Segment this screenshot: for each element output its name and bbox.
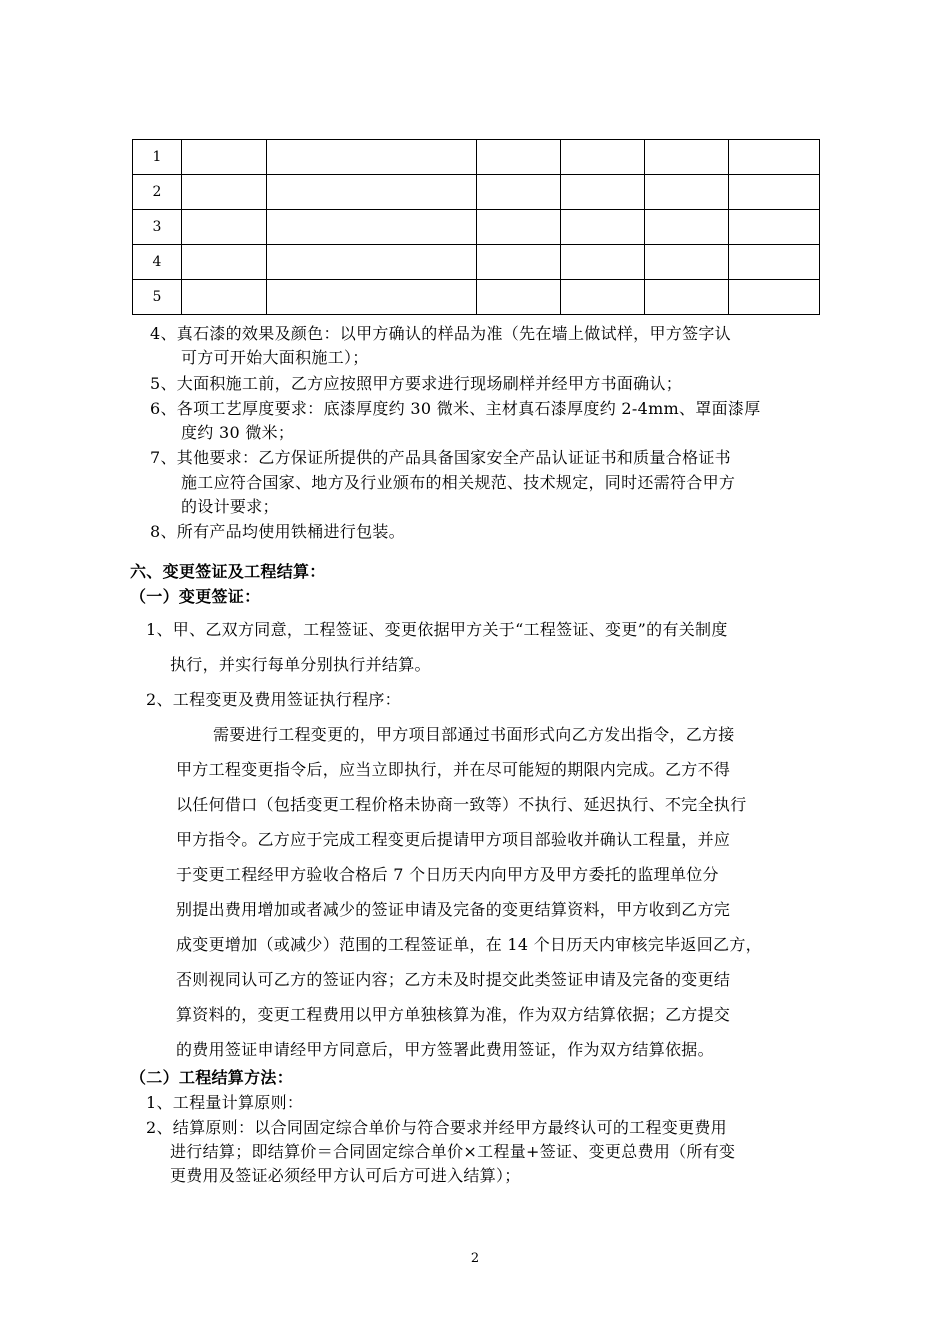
table-cell — [645, 210, 729, 245]
settlement-item-2-line-1: 2、结算原则：以合同固定综合单价与符合要求并经甲方最终认可的工程变更费用 — [146, 1118, 727, 1137]
item-4-line-2: 可方可开始大面积施工）； — [181, 348, 369, 367]
table-row — [133, 210, 820, 245]
table-cell — [729, 245, 820, 280]
table-cell — [182, 245, 267, 280]
procedure-paragraph-line: 需要进行工程变更的，甲方项目部通过书面形式向乙方发出指令，乙方接 — [213, 725, 735, 744]
table-cell — [645, 175, 729, 210]
row-number: 3 — [133, 210, 182, 245]
table-cell — [182, 280, 267, 315]
change-item-2: 2、工程变更及费用签证执行程序： — [146, 690, 401, 709]
table-row — [133, 140, 820, 175]
subsection-change-visa-heading: （一）变更签证： — [130, 587, 261, 606]
row-number: 2 — [133, 175, 182, 210]
settlement-item-1: 1、工程量计算原则： — [146, 1093, 304, 1112]
procedure-paragraph-line: 的费用签证申请经甲方同意后，甲方签署此费用签证，作为双方结算依据。 — [176, 1040, 714, 1059]
table-cell — [267, 140, 477, 175]
item-4-line-1: 4、真石漆的效果及颜色：以甲方确认的样品为准（先在墙上做试样，甲方签字认 — [150, 324, 731, 343]
procedure-paragraph-line: 以任何借口（包括变更工程价格未协商一致等）不执行、延迟执行、不完全执行 — [176, 795, 747, 814]
table-cell — [267, 280, 477, 315]
table-cell — [477, 175, 561, 210]
table-cell — [645, 140, 729, 175]
table-cell — [477, 245, 561, 280]
procedure-paragraph-line: 算资料的，变更工程费用以甲方单独核算为准，作为双方结算依据；乙方提交 — [176, 1005, 731, 1024]
spec-table — [132, 139, 820, 315]
table-cell — [561, 280, 645, 315]
row-number: 4 — [133, 245, 182, 280]
item-5: 5、大面积施工前，乙方应按照甲方要求进行现场刷样并经甲方书面确认； — [150, 374, 683, 393]
item-6-line-2: 度约 30 微米； — [181, 423, 295, 442]
table-cell — [729, 210, 820, 245]
item-8: 8、所有产品均使用铁桶进行包装。 — [150, 522, 405, 541]
section-6-heading: 六、变更签证及工程结算： — [130, 562, 326, 581]
table-cell — [477, 280, 561, 315]
item-7-line-2: 施工应符合国家、地方及行业颁布的相关规范、技术规定，同时还需符合甲方 — [181, 473, 736, 492]
table-cell — [729, 140, 820, 175]
settlement-item-2-line-2: 进行结算；即结算价＝合同固定综合单价×工程量+签证、变更总费用（所有变 — [170, 1142, 736, 1161]
table-cell — [267, 175, 477, 210]
table-row — [133, 245, 820, 280]
item-7-line-3: 的设计要求； — [181, 497, 279, 516]
item-7-line-1: 7、其他要求：乙方保证所提供的产品具备国家安全产品认证证书和质量合格证书 — [150, 448, 731, 467]
table-cell — [645, 280, 729, 315]
table-cell — [182, 210, 267, 245]
settlement-item-2-line-3: 更费用及签证必须经甲方认可后方可进入结算）； — [170, 1166, 521, 1185]
table-row — [133, 280, 820, 315]
page-number: 2 — [470, 1251, 480, 1266]
procedure-paragraph-line: 于变更工程经甲方验收合格后 7 个日历天内向甲方及甲方委托的监理单位分 — [176, 865, 719, 884]
table-cell — [561, 210, 645, 245]
item-6-line-1: 6、各项工艺厚度要求：底漆厚度约 30 微米、主材真石漆厚度约 2-4mm、罩面漆厚 — [150, 399, 761, 418]
procedure-paragraph-line: 成变更增加（或减少）范围的工程签证单，在 14 个日历天内审核完毕返回乙方， — [176, 935, 762, 954]
table-cell — [267, 245, 477, 280]
table-cell — [561, 140, 645, 175]
table-row — [133, 175, 820, 210]
subsection-settlement-heading: （二）工程结算方法： — [130, 1068, 294, 1087]
change-item-1-line-2: 执行，并实行每单分别执行并结算。 — [170, 655, 431, 674]
change-item-1-line-1: 1、甲、乙双方同意，工程签证、变更依据甲方关于“工程签证、变更”的有关制度 — [146, 620, 728, 639]
table-cell — [182, 140, 267, 175]
table-cell — [267, 210, 477, 245]
procedure-paragraph-line: 甲方工程变更指令后，应当立即执行，并在尽可能短的期限内完成。乙方不得 — [176, 760, 731, 779]
row-number: 1 — [133, 140, 182, 175]
table-cell — [477, 210, 561, 245]
procedure-paragraph-line: 否则视同认可乙方的签证内容；乙方未及时提交此类签证申请及完备的变更结 — [176, 970, 731, 989]
table-cell — [729, 175, 820, 210]
table-cell — [182, 175, 267, 210]
table-cell — [561, 245, 645, 280]
table-cell — [645, 245, 729, 280]
table-cell — [729, 280, 820, 315]
row-number: 5 — [133, 280, 182, 315]
table-cell — [477, 140, 561, 175]
table-cell — [561, 175, 645, 210]
procedure-paragraph-line: 别提出费用增加或者减少的签证申请及完备的变更结算资料，甲方收到乙方完 — [176, 900, 731, 919]
procedure-paragraph-line: 甲方指令。乙方应于完成工程变更后提请甲方项目部验收并确认工程量，并应 — [176, 830, 731, 849]
